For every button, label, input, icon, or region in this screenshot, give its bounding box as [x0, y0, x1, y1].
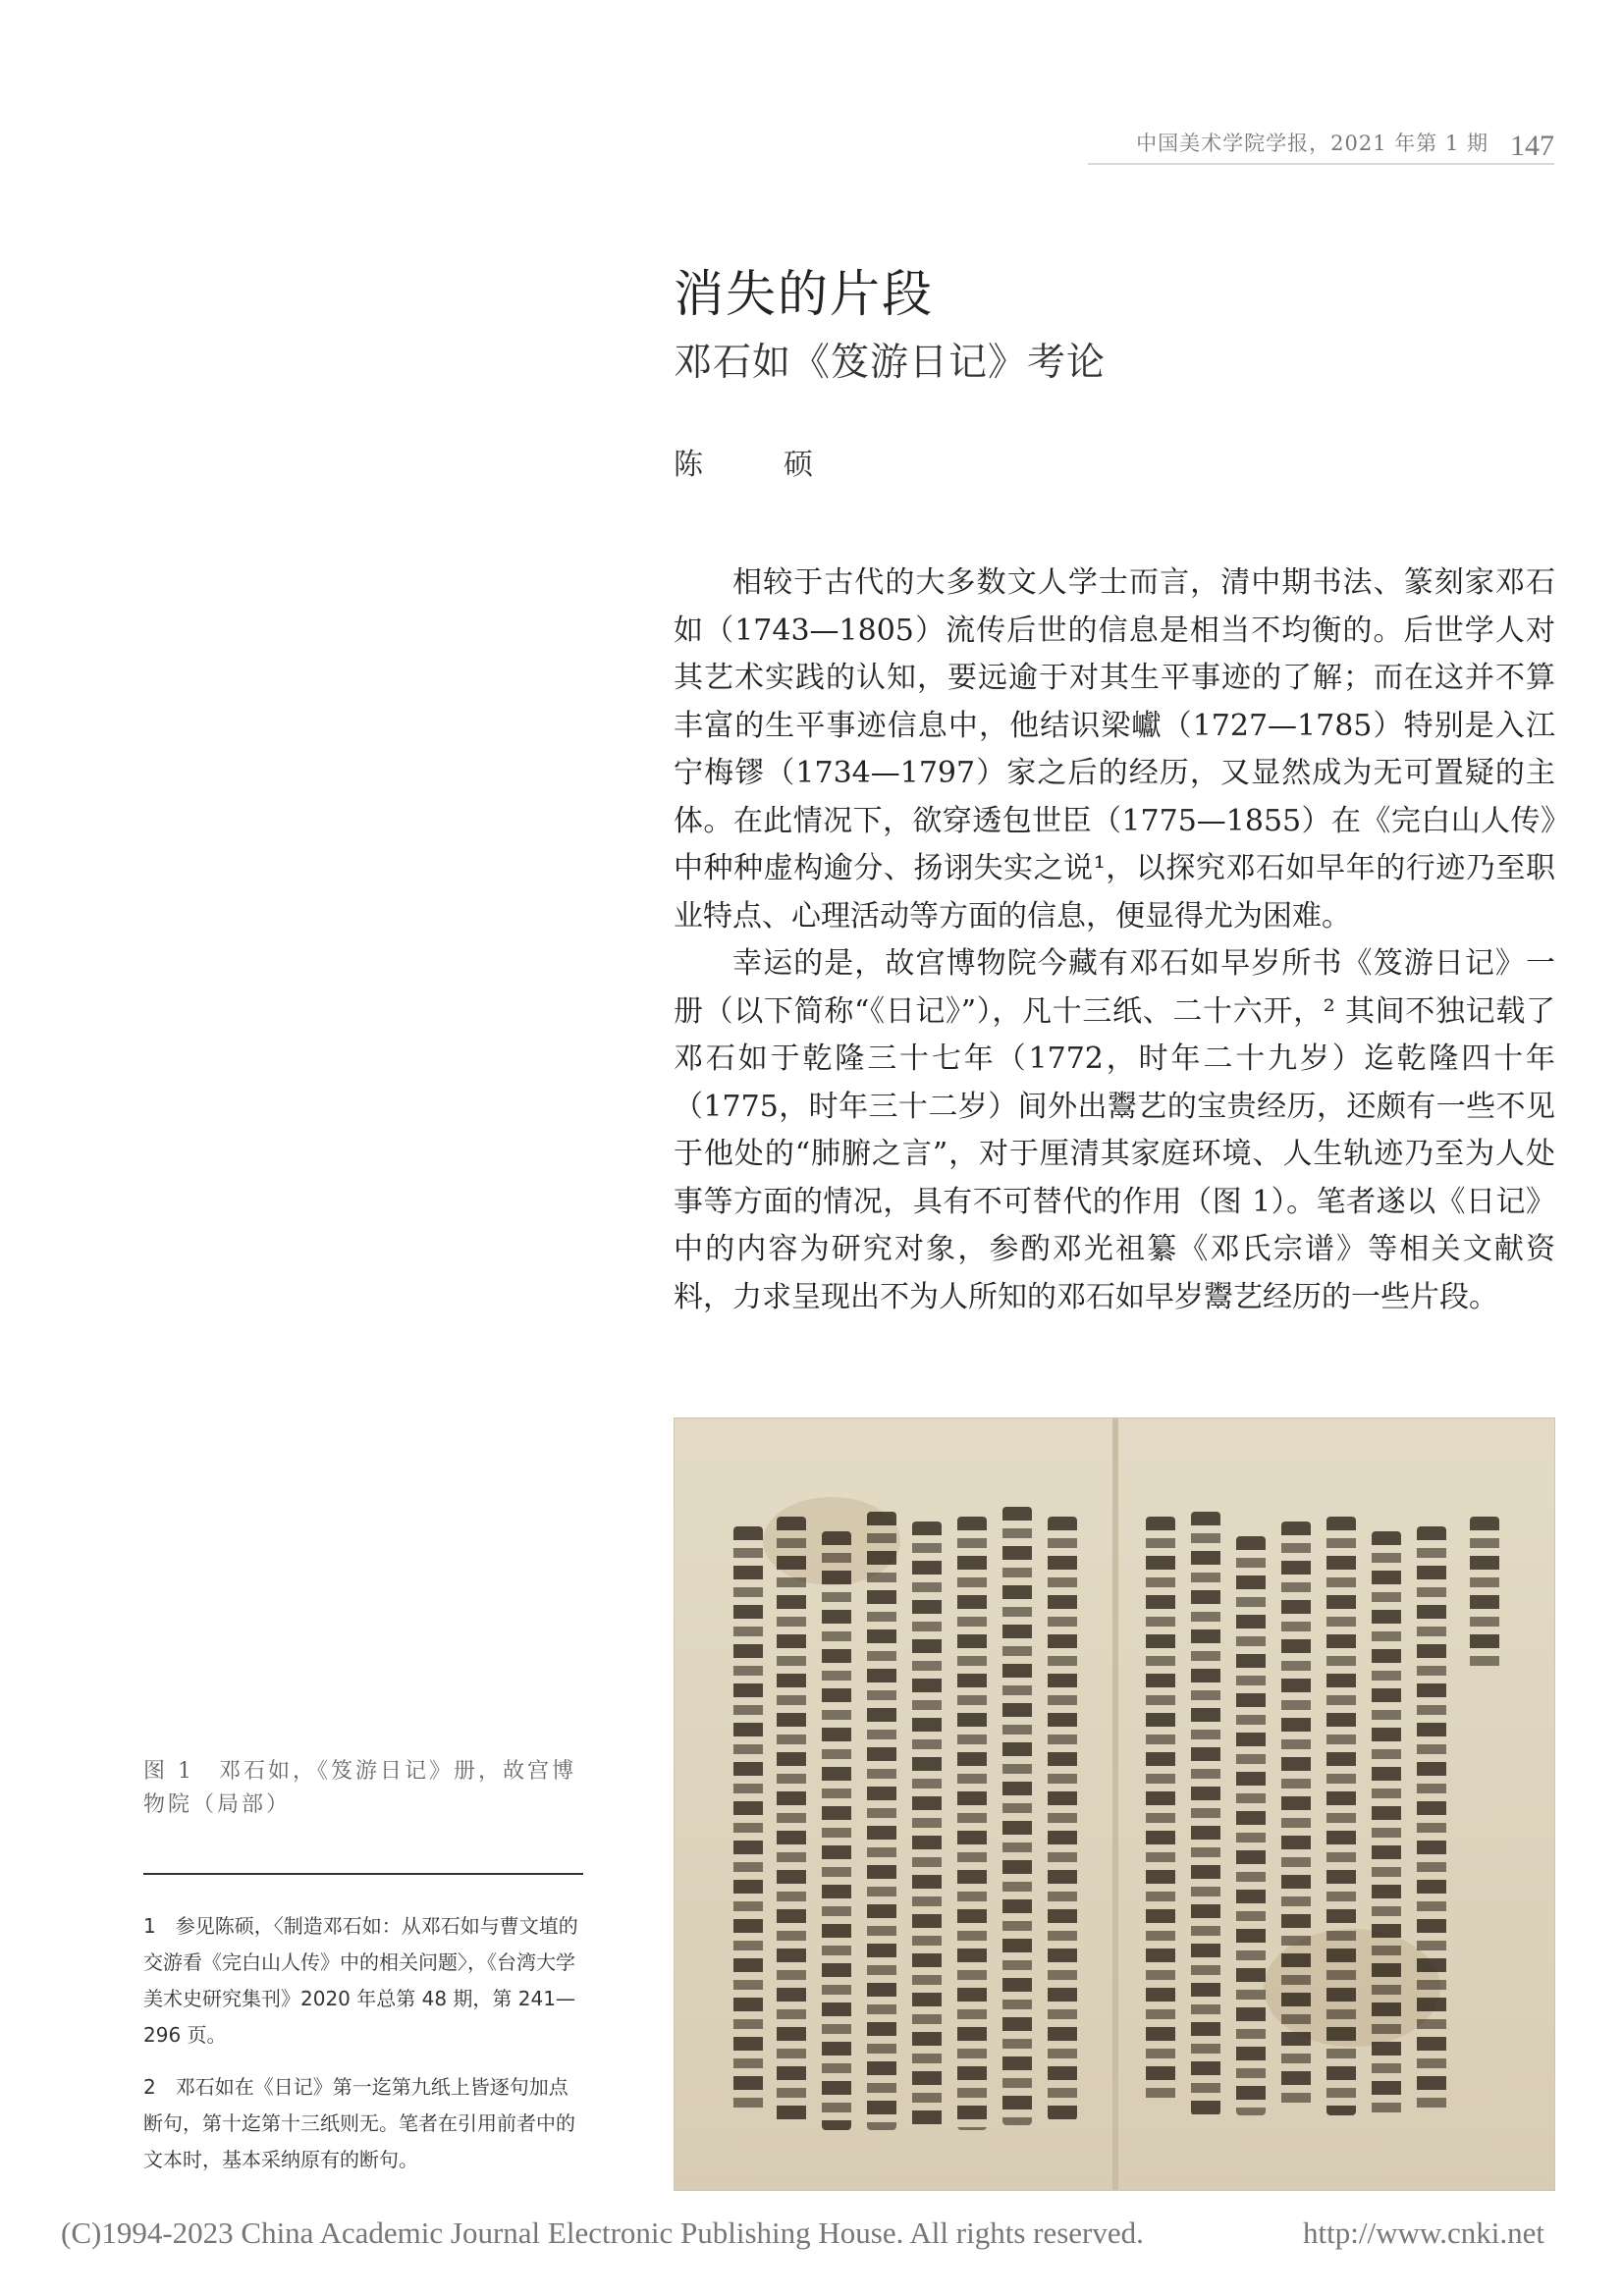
footnote-rule — [143, 1873, 583, 1875]
handwriting-column — [777, 1517, 806, 2125]
handwriting-column — [1048, 1517, 1077, 2120]
figure-caption: 图 1 邓石如，《笈游日记》册，故宫博物院（局部） — [143, 1759, 576, 1817]
author-name: 陈 硕 — [674, 448, 839, 482]
body-text — [674, 560, 1555, 1321]
handwriting-column — [1146, 1517, 1175, 2106]
copyright-footer — [61, 2216, 1544, 2251]
handwriting-column — [912, 1522, 942, 2130]
footnotes — [143, 1908, 583, 2194]
footer-url: http://www.cnki.net — [1303, 2216, 1544, 2250]
footnote: 1 参见陈硕，〈制造邓石如：从邓石如与曹文埴的交游看《完白山人传》中的相关问题〉，《台湾大学美术史研究集刊》2020 年总第 48 期，第 241—296 页。 — [143, 1914, 578, 2047]
journal-name: 中国美术学院学报，2021 年第 1 期 — [1136, 132, 1488, 155]
handwriting-column — [822, 1531, 851, 2130]
handwriting-column — [1191, 1512, 1220, 2115]
handwriting-column — [733, 1526, 763, 2115]
handwriting-column — [1236, 1536, 1266, 2115]
footnote: 2 邓石如在《日记》第一迄第九纸上皆逐句加点断句，第十迄第十三纸则无。笔者在引用前者中的文本时，基本采纳原有的断句。 — [143, 2075, 575, 2171]
handwriting-column — [1281, 1522, 1311, 2110]
handwriting-column — [1326, 1517, 1356, 2115]
body-paragraph: 相较于古代的大多数文人学士而言，清中期书法、篆刻家邓石如（1743—1805）流传后世的信息是相当不均衡的。后世学人对其艺术实践的认知，要远逾于对其生平事迹的了解；而在这并不算丰富的生平事迹信息中，他结识梁巘（1727—1785）特别是入江宁梅镠（1734—1797）家之后的经历，又显然成为无可置疑的主体。在此情况下，欲穿透包世臣（1775—1855）在《完白山人传》中种种虚构逾分、扬诩失实之说¹，以探究邓石如早年的行迹乃至职业特点、心理活动等方面的信息，便显得尤为困难。 — [674, 565, 1555, 934]
header-rule — [1088, 163, 1554, 165]
handwriting-column — [1372, 1531, 1401, 2115]
handwriting-column — [1417, 1526, 1446, 2115]
body-paragraph: 幸运的是，故宫博物院今藏有邓石如早岁所书《笈游日记》一册（以下简称“《日记》”），凡十三纸、二十六开，² 其间不独记载了邓石如于乾隆三十七年（1772，时年二十九岁）迄乾隆四十年（1775，时年三十二岁）间外出鬻艺的宝贵经历，还颇有一些不见于他处的“肺腑之言”，对于厘清其家庭环境、人生轨迹乃至为人处事等方面的情况，具有不可替代的作用（图 1）。笔者遂以《日记》中的内容为研究对象，参酌邓光祖纂《邓氏宗谱》等相关文献资料，力求呈现出不为人所知的邓石如早岁鬻艺经历的一些片段。 — [674, 946, 1555, 1314]
handwriting-column — [867, 1512, 896, 2130]
article-subtitle: 邓石如《笈游日记》考论 — [674, 341, 1107, 385]
manuscript-figure — [674, 1417, 1555, 2191]
copyright-text: (C)1994-2023 China Academic Journal Electronic Publishing House. All rights reserved. — [61, 2216, 1144, 2250]
handwriting-column — [1002, 1507, 1032, 2125]
handwriting-column — [1470, 1517, 1499, 1674]
page-number: 147 — [1510, 130, 1554, 162]
handwriting-column — [957, 1517, 987, 2130]
running-header — [1136, 116, 1554, 165]
article-title: 消失的片段 — [674, 266, 935, 324]
